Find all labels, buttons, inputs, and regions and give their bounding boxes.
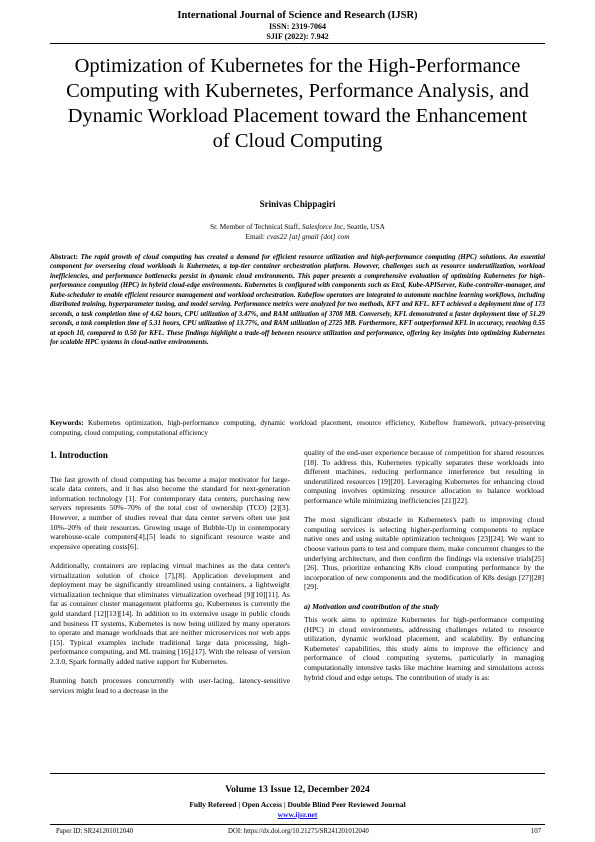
volume-issue: Volume 13 Issue 12, December 2024: [225, 785, 370, 795]
paper-title: Optimization of Kubernetes for the High-Performance Computing with Kubernetes, Performance Analysis, and Dynamic Workload Placement toward the Enhancement of Cloud Computing: [66, 55, 529, 152]
header-rule: [50, 43, 545, 44]
page-number: 107: [530, 828, 541, 835]
abstract-label: Abstract:: [50, 254, 78, 261]
journal-url-link[interactable]: www.ijsr.net: [277, 810, 318, 819]
keywords-label: Keywords:: [50, 419, 84, 427]
author-email: cvas22 [at] gmail [dot] com: [266, 232, 350, 241]
sjif: SJIF (2022): 7.942: [266, 32, 329, 41]
subsection-heading: a) Motivation and contribution of the study: [304, 601, 440, 611]
keywords: [50, 419, 545, 438]
section-heading: 1. Introduction: [50, 450, 108, 460]
email-line: [0, 232, 595, 242]
abstract-text: The rapid growth of cloud computing has created a demand for efficient resource utilization and high-performance computing (HPC) solutions. An essential component for overseeing cloud workloads is Kubernetes, a top-tier container orchestration platform. However, challenges such as resource underutilization, workload inefficiencies, and performance bottlenecks persist in dynamic cloud environments. This paper presents a comprehensive evaluation of optimizing Kubernetes for high-performance computing (HPC) in hybrid cloud-edge environments. Kubernetes is configured with components such as Etcd, Kube-APIServer, Kube-controller-manager, and Kube-scheduler to enable efficient resource management and workload orchestration. Kubeflow operators are integrated to automate machine learning workflows, including distributed training, hyperparameter tuning, and model serving. Performance metrics were analyzed for two methods, KFT and KFL. KFT achieved a deployment time of 173 seconds, a task completion time of 4.62 hours, CPU utilization of 3.47%, and RAM utilization of 3708 MB. Conversely, KFL demonstrated a faster deployment time of 51.29 seconds, a task completion time of 5.31 hours, CPU utilization of 13.77%, and RAM utilization of 2725 MB. Furthermore, KFT outperformed KFL in accuracy, reaching 0.55 at epoch 10, compared to 0.50 for KFL. These findings highlight a trade-off between resource utilization and performance, offering key insights into optimizing Kubernetes for scalable HPC systems in cloud-native environments.: [50, 254, 545, 347]
footer-rule: [50, 773, 545, 774]
body-paragraph: This work aims to optimize Kubernetes for high-performance computing (HPC) in cloud environments, addressing challenges related to resource utilization, dynamic workload placement, and scalability. By enhancing Kubernetes' capabilities, this study aims to improve the efficiency and performance of cloud computing systems, particularly in managing computationally intensive tasks like machine learning and simulations across hybrid cloud and edge setups. The contribution of study is as:: [304, 615, 544, 682]
body-paragraph: The most significant obstacle in Kubernetes's path to improving cloud computing services is selecting higher-performing components to replace native ones and using suitable optimization techniques [23][24]. We want to choose various parts to test and compare them, make concurrent changes to the underlying architecture, and then confirm the findings via extensive trials[25][26]. Thus, prioritize enhancing K8s cloud computing performance by the incorporation of new components and the modification of K8s design [27][28][29].: [304, 515, 544, 592]
paper-id: Paper ID: SR241201012040: [56, 828, 134, 835]
issn: ISSN: 2319-7064: [268, 22, 327, 31]
abstract: [50, 253, 545, 348]
body-paragraph: Running batch processes concurrently with user-facing, latency-sensitive services might lead to a decrease in the: [50, 676, 290, 695]
body-paragraph: Additionally, containers are replacing virtual machines as the data center's virtualization solution of choice [7],[8]. Application development and deployment may be significantly streamlined using containers, a lightweight virtualization technique that eliminates virtualization overhead [9][10][11]. As far as container cluster management platforms go, Kubernetes is currently the gold standard [12][13][14]. In addition to its extensive usage in public clouds and business IT systems, Kubernetes is now being utilized by many operators to operate and manage workloads that are neither microservices nor web apps [15]. Typical examples include traditional large data processing, high-performance computing, and ML training [16],[17]. With the release of version 2.3.0, Spark formally added native support for Kubernetes.: [50, 560, 290, 666]
left-column: [50, 451, 290, 695]
author-name: Srinivas Chippagiri: [259, 199, 336, 209]
body-paragraph: quality of the end-user experience because of competition for shared resources [18]. To address this, Kubernetes typically separates these workloads into different machines, reducing performance interference but resulting in underutilized resources [19][20]. Leveraging Kubernetes for enhancing cloud computing involves optimizing resource allocation to balance workload performance while minimizing inefficiencies [21][22].: [304, 448, 544, 505]
email-label: Email:: [245, 232, 267, 241]
keywords-text: Kubernetes optimization, high-performance computing, dynamic workload placement, resource efficiency, Kubeflow framework, privacy-preserving computing, cloud computing, computational efficiency: [50, 419, 546, 437]
review-statement: Fully Refereed | Open Access | Double Blind Peer Reviewed Journal: [189, 800, 406, 809]
author-affiliation: [0, 222, 595, 242]
doi-link[interactable]: DOI: https://dx.doi.org/10.21275/SR241201012040: [228, 828, 369, 835]
journal-name: International Journal of Science and Research (IJSR): [177, 10, 418, 21]
body-paragraph: The fast growth of cloud computing has become a major motivator for large-scale data centers, and it has also become the standard for next-generation information technology [1]. For contemporary data centers, purchasing new servers represents 50%–70% of the total cost of ownership (TCO) [2][3]. However, a number of studies reveal that data center servers often use just 10%–20% of their resources. Growing usage of Bubble-Up in contemporary warehouse-scale computers[4],[5] leads to significant resource waste and expensive operating costs[6].: [50, 474, 290, 551]
affiliation-line: [0, 222, 595, 232]
right-column: [304, 448, 544, 682]
affiliation-company: Salesforce Inc: [301, 222, 344, 231]
footer-bottom-rule: [50, 824, 545, 825]
affiliation-suffix: , Seattle, USA: [343, 222, 385, 231]
affiliation-prefix: Sr. Member of Technical Staff,: [210, 222, 302, 231]
